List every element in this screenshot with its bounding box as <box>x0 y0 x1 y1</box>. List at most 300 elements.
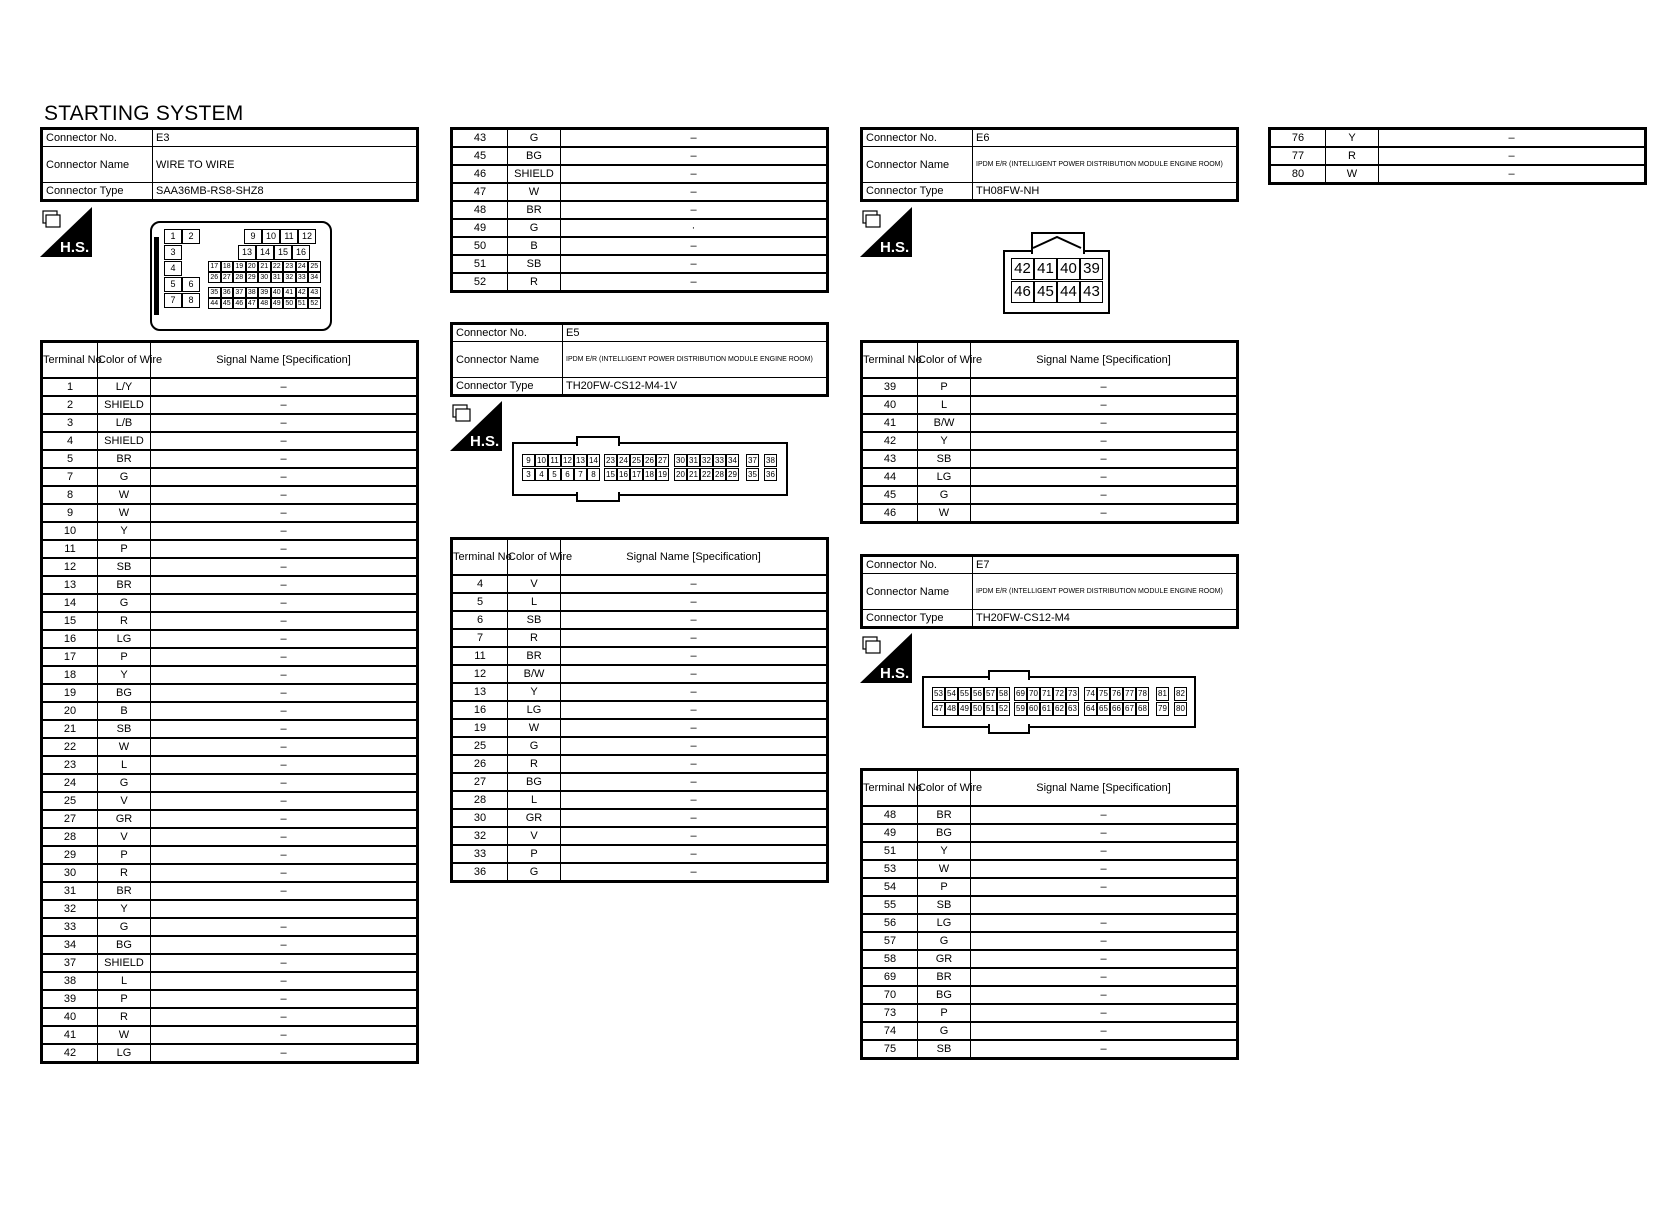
connector-pin: 66 <box>1110 702 1123 716</box>
signal-name-cell: – <box>151 378 418 396</box>
wire-color-cell: SB <box>98 558 151 576</box>
terminal-no-cell: 57 <box>862 932 918 950</box>
terminal-no-cell: 26 <box>452 755 508 773</box>
connector-pin: 18 <box>643 468 656 481</box>
signal-name-cell: – <box>151 954 418 972</box>
connector-pin: 11 <box>548 454 561 467</box>
pin-row <box>42 864 418 882</box>
connector-name-label: Connector Name <box>42 147 153 183</box>
wire-color-cell: R <box>98 612 151 630</box>
connector-pin: 39 <box>1080 258 1103 280</box>
connector-pin: 20 <box>674 468 687 481</box>
connector-pin: 23 <box>604 454 617 467</box>
e7-connector-info <box>860 554 1239 629</box>
terminal-no-cell: 15 <box>42 612 98 630</box>
terminal-no-cell: 22 <box>42 738 98 756</box>
pin-row <box>862 1022 1238 1040</box>
signal-name-cell: – <box>151 540 418 558</box>
pin-row <box>452 201 828 219</box>
signal-name-cell: – <box>971 824 1238 842</box>
wire-color-cell: SHIELD <box>98 432 151 450</box>
signal-name-cell: – <box>151 918 418 936</box>
connector-pin: 19 <box>656 468 669 481</box>
terminal-no-cell: 6 <box>452 611 508 629</box>
signal-name-cell: · <box>561 219 828 237</box>
e7-pin-table <box>860 768 1239 1060</box>
signal-name-cell: – <box>151 1026 418 1044</box>
wire-color-cell: LG <box>98 1044 151 1063</box>
terminal-no-cell: 48 <box>452 201 508 219</box>
connector-pin: 26 <box>208 272 221 283</box>
connector-type-label: Connector Type <box>862 610 973 628</box>
connector-pin: 5 <box>548 468 561 481</box>
signal-name-cell: – <box>561 647 828 665</box>
connector-pin: 30 <box>674 454 687 467</box>
terminal-no-cell: 7 <box>452 629 508 647</box>
terminal-no-cell: 1 <box>42 378 98 396</box>
connector-pin: 29 <box>726 468 739 481</box>
terminal-no-cell: 20 <box>42 702 98 720</box>
terminal-no-cell: 11 <box>452 647 508 665</box>
connector-no-label: Connector No. <box>452 324 563 342</box>
wire-color-cell: L <box>98 972 151 990</box>
signal-name-cell: – <box>151 450 418 468</box>
wire-color-cell: R <box>98 864 151 882</box>
wire-color-cell: BR <box>508 647 561 665</box>
signal-name-cell: – <box>971 504 1238 523</box>
connector-pin: 22 <box>700 468 713 481</box>
hs-label: H.S. <box>880 239 910 256</box>
wire-color-cell: G <box>98 774 151 792</box>
terminal-no-cell: 46 <box>452 165 508 183</box>
wire-color-cell: G <box>508 129 561 148</box>
wire-color-cell: SB <box>918 450 971 468</box>
wire-color-cell: BG <box>98 936 151 954</box>
pin-row <box>42 918 418 936</box>
terminal-no-header: Terminal No. <box>862 770 918 807</box>
signal-name-cell: – <box>971 986 1238 1004</box>
e3-connector-name: WIRE TO WIRE <box>153 147 418 183</box>
signal-name-cell: – <box>151 792 418 810</box>
pin-row <box>862 896 1238 914</box>
connector-pin: 24 <box>296 261 309 272</box>
hs-label: H.S. <box>880 665 910 682</box>
connector-pin: 44 <box>1057 281 1080 303</box>
connector-pin: 29 <box>246 272 259 283</box>
terminal-no-cell: 38 <box>42 972 98 990</box>
terminal-no-cell: 70 <box>862 986 918 1004</box>
connector-pin: 50 <box>971 702 984 716</box>
connector-pin: 79 <box>1156 702 1169 716</box>
pin-row <box>452 719 828 737</box>
pin-row <box>862 378 1238 396</box>
connector-name-label: Connector Name <box>862 147 973 183</box>
connector-name-label: Connector Name <box>862 574 973 610</box>
connector-pin: 28 <box>233 272 246 283</box>
connector-pin: 72 <box>1053 687 1066 701</box>
connector-pin: 7 <box>574 468 587 481</box>
connector-type-label: Connector Type <box>42 183 153 201</box>
pin-row <box>452 791 828 809</box>
pin-row <box>452 255 828 273</box>
e3-connector-no: E3 <box>153 129 418 147</box>
wire-color-cell: SHIELD <box>508 165 561 183</box>
connector-pin: 80 <box>1174 702 1187 716</box>
signal-name-cell: – <box>151 522 418 540</box>
connector-pin: 57 <box>984 687 997 701</box>
pin-row <box>42 450 418 468</box>
pin-row <box>862 486 1238 504</box>
signal-name-cell: – <box>971 878 1238 896</box>
connector-pin: 22 <box>271 261 284 272</box>
connector-pin: 35 <box>746 468 759 481</box>
pin-row <box>862 878 1238 896</box>
e6-connector-face <box>1003 250 1110 314</box>
connector-pin: 71 <box>1040 687 1053 701</box>
wire-color-cell: LG <box>508 701 561 719</box>
wire-color-cell: Y <box>98 900 151 918</box>
connector-pin: 37 <box>746 454 759 467</box>
pin-row <box>42 612 418 630</box>
signal-name-cell: – <box>151 1008 418 1026</box>
e6-connector-info <box>860 127 1239 202</box>
signal-name-cell: – <box>151 612 418 630</box>
signal-name-cell: – <box>151 396 418 414</box>
page-title: STARTING SYSTEM <box>44 102 244 125</box>
pin-row <box>42 846 418 864</box>
pin-row <box>42 936 418 954</box>
terminal-no-cell: 44 <box>862 468 918 486</box>
e6-pin-table <box>860 340 1239 524</box>
connector-pin: 42 <box>296 287 309 298</box>
signal-name-cell: – <box>561 183 828 201</box>
terminal-no-cell: 34 <box>42 936 98 954</box>
terminal-no-cell: 13 <box>42 576 98 594</box>
wire-color-cell: Y <box>1326 129 1379 148</box>
connector-pin: 5 <box>164 277 182 292</box>
wire-color-cell: B <box>98 702 151 720</box>
terminal-no-cell: 37 <box>42 954 98 972</box>
signal-name-cell: – <box>971 842 1238 860</box>
connector-pin: 59 <box>1014 702 1027 716</box>
e3-connector-type: SAA36MB-RS8-SHZ8 <box>153 183 418 201</box>
signal-name-cell <box>151 900 418 918</box>
signal-name-cell: – <box>151 630 418 648</box>
connector-pin: 36 <box>221 287 234 298</box>
signal-name-cell: – <box>151 972 418 990</box>
pin-row <box>42 540 418 558</box>
connector-pin: 8 <box>182 293 200 308</box>
color-header: Color of Wire <box>508 539 561 576</box>
pin-row <box>452 845 828 863</box>
hs-label: H.S. <box>60 239 90 256</box>
connector-pin: 63 <box>1066 702 1079 716</box>
pin-row <box>862 468 1238 486</box>
connector-pin: 45 <box>221 298 234 309</box>
connector-pin: 75 <box>1097 687 1110 701</box>
wire-color-cell: BR <box>98 450 151 468</box>
connector-pin: 19 <box>233 261 246 272</box>
connector-lock-tab <box>1033 235 1081 249</box>
terminal-no-cell: 12 <box>452 665 508 683</box>
connector-pin: 8 <box>587 468 600 481</box>
connector-pin: 39 <box>258 287 271 298</box>
signal-name-cell: – <box>151 684 418 702</box>
wire-color-cell: B/W <box>508 665 561 683</box>
signal-name-cell: – <box>151 864 418 882</box>
terminal-no-cell: 16 <box>42 630 98 648</box>
pin-row <box>862 806 1238 824</box>
connector-pin: 68 <box>1136 702 1149 716</box>
connector-pin: 27 <box>656 454 669 467</box>
signal-name-cell: – <box>561 845 828 863</box>
signal-name-cell: – <box>151 702 418 720</box>
e6-connector-type: TH08FW-NH <box>973 183 1238 201</box>
terminal-no-cell: 41 <box>862 414 918 432</box>
connector-pin: 16 <box>617 468 630 481</box>
pin-row <box>452 611 828 629</box>
signal-name-cell: – <box>561 273 828 292</box>
connector-pin: 78 <box>1136 687 1149 701</box>
connector-pin: 1 <box>164 229 182 244</box>
signal-name-cell: – <box>151 576 418 594</box>
signal-name-cell: – <box>561 129 828 148</box>
wire-color-cell: V <box>508 827 561 845</box>
signal-name-cell: – <box>971 914 1238 932</box>
terminal-no-cell: 54 <box>862 878 918 896</box>
connector-pin: 42 <box>1011 258 1034 280</box>
terminal-no-cell: 23 <box>42 756 98 774</box>
wire-color-cell: BR <box>918 806 971 824</box>
pin-row <box>42 630 418 648</box>
signal-name-cell <box>971 896 1238 914</box>
signal-name-cell: – <box>971 1022 1238 1040</box>
pin-row <box>42 558 418 576</box>
connector-pin: 52 <box>308 298 321 309</box>
wire-color-cell: W <box>1326 165 1379 184</box>
connector-pin: 14 <box>256 245 274 260</box>
terminal-no-cell: 24 <box>42 774 98 792</box>
pin-row <box>452 647 828 665</box>
signal-name-cell: – <box>151 468 418 486</box>
pin-row <box>862 432 1238 450</box>
connector-pin: 47 <box>932 702 945 716</box>
pin-row <box>1270 165 1646 184</box>
terminal-no-cell: 17 <box>42 648 98 666</box>
wire-color-cell: G <box>918 932 971 950</box>
wire-color-cell: BG <box>508 773 561 791</box>
terminal-no-cell: 73 <box>862 1004 918 1022</box>
pin-row <box>42 792 418 810</box>
signal-name-cell: – <box>971 860 1238 878</box>
connector-pin: 51 <box>984 702 997 716</box>
color-header: Color of Wire <box>98 342 151 379</box>
signal-name-cell: – <box>151 738 418 756</box>
connector-pin: 11 <box>280 229 298 244</box>
pin-row <box>42 1026 418 1044</box>
pin-row <box>862 824 1238 842</box>
connector-pin: 37 <box>233 287 246 298</box>
connector-type-label: Connector Type <box>862 183 973 201</box>
terminal-no-cell: 75 <box>862 1040 918 1059</box>
wire-color-cell: B/W <box>918 414 971 432</box>
wire-color-cell: G <box>918 486 971 504</box>
signal-name-cell: – <box>151 774 418 792</box>
terminal-no-cell: 40 <box>42 1008 98 1026</box>
terminal-no-cell: 27 <box>42 810 98 828</box>
terminal-no-cell: 48 <box>862 806 918 824</box>
pin-row <box>452 593 828 611</box>
terminal-no-cell: 14 <box>42 594 98 612</box>
terminal-no-cell: 33 <box>452 845 508 863</box>
terminal-no-cell: 19 <box>42 684 98 702</box>
terminal-no-cell: 42 <box>862 432 918 450</box>
connector-pin: 27 <box>221 272 234 283</box>
e3-pin-table <box>40 340 419 1064</box>
terminal-no-cell: 30 <box>452 809 508 827</box>
e5-connector-no: E5 <box>563 324 828 342</box>
signal-name-cell: – <box>971 950 1238 968</box>
connector-pin: 21 <box>687 468 700 481</box>
connector-pin: 77 <box>1123 687 1136 701</box>
connector-pin: 6 <box>182 277 200 292</box>
pin-row <box>452 147 828 165</box>
connector-pin: 34 <box>308 272 321 283</box>
wire-color-cell: W <box>98 504 151 522</box>
wire-color-cell: W <box>98 486 151 504</box>
e6-connector-name: IPDM E/R (INTELLIGENT POWER DISTRIBUTION MODULE ENGINE ROOM) <box>973 147 1238 183</box>
pin-row <box>452 183 828 201</box>
pin-row <box>452 773 828 791</box>
wire-color-cell: BR <box>98 882 151 900</box>
terminal-no-cell: 5 <box>42 450 98 468</box>
pin-row <box>42 666 418 684</box>
connector-pin: 47 <box>246 298 259 309</box>
e6-connector-no: E6 <box>973 129 1238 147</box>
signal-header: Signal Name [Specification] <box>971 770 1238 807</box>
connector-pin: 26 <box>643 454 656 467</box>
pin-row <box>42 990 418 1008</box>
wire-color-cell: P <box>918 378 971 396</box>
signal-name-cell: – <box>151 666 418 684</box>
terminal-no-cell: 33 <box>42 918 98 936</box>
wire-color-cell: SB <box>508 611 561 629</box>
signal-name-cell: – <box>561 165 828 183</box>
pin-row <box>862 396 1238 414</box>
wire-color-cell: LG <box>98 630 151 648</box>
wire-color-cell: G <box>508 219 561 237</box>
connector-pin: 25 <box>308 261 321 272</box>
connector-pin: 44 <box>208 298 221 309</box>
e7-connector-no: E7 <box>973 556 1238 574</box>
terminal-no-cell: 7 <box>42 468 98 486</box>
signal-name-cell: – <box>561 611 828 629</box>
terminal-no-cell: 74 <box>862 1022 918 1040</box>
signal-name-cell: – <box>561 575 828 593</box>
e5-connector-type: TH20FW-CS12-M4-1V <box>563 378 828 396</box>
wire-color-cell: W <box>918 860 971 878</box>
pin-row <box>42 774 418 792</box>
terminal-no-cell: 29 <box>42 846 98 864</box>
connector-pin: 53 <box>932 687 945 701</box>
wire-color-cell: W <box>508 183 561 201</box>
signal-name-cell: – <box>971 486 1238 504</box>
pin-row <box>452 737 828 755</box>
terminal-no-cell: 25 <box>452 737 508 755</box>
wire-color-cell: V <box>98 792 151 810</box>
signal-name-cell: – <box>151 648 418 666</box>
wire-color-cell: SB <box>98 720 151 738</box>
terminal-no-cell: 43 <box>862 450 918 468</box>
wire-color-cell: L <box>508 791 561 809</box>
terminal-no-cell: 51 <box>862 842 918 860</box>
connector-pin: 4 <box>535 468 548 481</box>
pin-row <box>42 504 418 522</box>
terminal-no-cell: 12 <box>42 558 98 576</box>
e5-connector-name: IPDM E/R (INTELLIGENT POWER DISTRIBUTION MODULE ENGINE ROOM) <box>563 342 828 378</box>
signal-name-cell: – <box>151 936 418 954</box>
wire-color-cell: SB <box>508 255 561 273</box>
connector-pin: 9 <box>244 229 262 244</box>
wire-color-cell: BR <box>508 201 561 219</box>
connector-pin: 12 <box>561 454 574 467</box>
signal-name-cell: – <box>561 719 828 737</box>
terminal-no-cell: 56 <box>862 914 918 932</box>
pin-row <box>452 863 828 882</box>
pin-row <box>1270 147 1646 165</box>
wire-color-cell: BR <box>918 968 971 986</box>
signal-header: Signal Name [Specification] <box>561 539 828 576</box>
connector-pin: 56 <box>971 687 984 701</box>
connector-pin: 41 <box>1034 258 1057 280</box>
connector-no-label: Connector No. <box>862 556 973 574</box>
connector-pin: 65 <box>1097 702 1110 716</box>
terminal-no-cell: 42 <box>42 1044 98 1063</box>
terminal-no-cell: 46 <box>862 504 918 523</box>
signal-name-cell: – <box>561 863 828 882</box>
connector-pin: 40 <box>271 287 284 298</box>
signal-header: Signal Name [Specification] <box>151 342 418 379</box>
terminal-no-cell: 8 <box>42 486 98 504</box>
signal-name-cell: – <box>971 932 1238 950</box>
e3-connector-info <box>40 127 419 202</box>
e5-connector-face <box>512 442 788 496</box>
connector-pin: 2 <box>182 229 200 244</box>
wire-color-cell: BG <box>98 684 151 702</box>
connector-pin: 33 <box>296 272 309 283</box>
pin-row <box>42 486 418 504</box>
terminal-no-cell: 9 <box>42 504 98 522</box>
signal-name-cell: – <box>1379 129 1646 148</box>
signal-name-cell: – <box>971 1040 1238 1059</box>
signal-name-cell: – <box>561 701 828 719</box>
terminal-no-cell: 51 <box>452 255 508 273</box>
terminal-no-cell: 16 <box>452 701 508 719</box>
pin-row <box>862 504 1238 523</box>
e3-pin-table-continued <box>450 127 829 293</box>
signal-name-cell: – <box>151 828 418 846</box>
connector-pin: 30 <box>258 272 271 283</box>
signal-name-cell: – <box>1379 147 1646 165</box>
terminal-no-cell: 27 <box>452 773 508 791</box>
wire-color-cell: SHIELD <box>98 954 151 972</box>
connector-pin: 58 <box>997 687 1010 701</box>
connector-pin: 14 <box>587 454 600 467</box>
connector-pin: 67 <box>1123 702 1136 716</box>
pin-row <box>452 273 828 292</box>
terminal-no-cell: 49 <box>452 219 508 237</box>
pin-row <box>862 450 1238 468</box>
